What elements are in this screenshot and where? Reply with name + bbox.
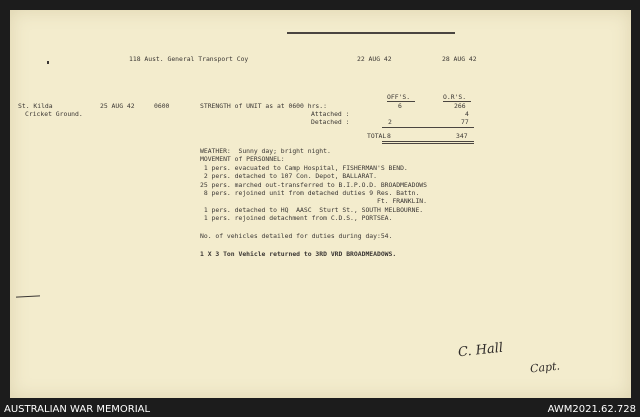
war-diary-page [10, 10, 631, 398]
col-offrs: OFF'S. [387, 93, 411, 101]
vehicle-return-line: 1 X 3 Ton Vehicle returned to 3RD VRD BROADMEADOWS. [200, 250, 397, 258]
margin-mark-left [16, 295, 40, 297]
movement-line: 1 pers. evacuated to Camp Hospital, FISHERMAN'S BEND. [200, 164, 408, 172]
signature-rank: Capt. [529, 359, 561, 376]
archive-footer [0, 401, 640, 417]
date-from: 22 AUG 42 [357, 55, 392, 63]
date-to: 28 AUG 42 [442, 55, 477, 63]
col-ors: O.R'S. [443, 93, 467, 101]
place-line1: St. Kilda [18, 102, 53, 110]
total-rule-top [382, 127, 474, 128]
attached-ors: 4 [465, 110, 469, 118]
footer-reference: AWM2021.62.728 [547, 404, 636, 415]
movement-line: 25 pers. marched out-transferred to B.I.P.O.D. BROADMEADOWS [200, 181, 428, 189]
strength-ors: 266 [454, 102, 466, 110]
place-line2: Cricket Ground. [25, 110, 83, 118]
total-label: TOTAL [367, 132, 387, 140]
unit-name: 118 Aust. General Transport Coy [129, 55, 249, 63]
movement-line: 8 pers. rejoined unit from detached duties 9 Res. Battn. [200, 189, 420, 197]
movement-heading: MOVEMENT of PERSONNEL: [200, 155, 285, 163]
movement-line: 1 pers. rejoined detachment from C.D.S., PORTSEA. [200, 214, 393, 222]
signature-name: C. Hall [457, 340, 504, 361]
detached-offrs: 2 [388, 118, 392, 126]
movement-line: 1 pers. detached to HQ AASC Sturt St., SOUTH MELBOURNE. [200, 206, 424, 214]
movement-line: Ft. FRANKLIN. [200, 197, 428, 205]
entry-time: 0600 [154, 102, 170, 110]
weather-line: WEATHER: Sunny day; bright night. [200, 147, 331, 155]
total-rule-bottom [382, 141, 474, 142]
strength-offrs: 6 [398, 102, 402, 110]
total-ors: 347 [456, 132, 468, 140]
header-rule [287, 32, 455, 34]
total-rule-bottom-2 [382, 143, 474, 144]
footer-institution: AUSTRALIAN WAR MEMORIAL [4, 404, 151, 415]
detached-label: Detached : [311, 118, 350, 126]
attached-label: Attached : [311, 110, 350, 118]
detached-ors: 77 [461, 118, 469, 126]
entry-date: 25 AUG 42 [100, 102, 135, 110]
vehicles-line: No. of vehicles detailed for duties during day:54. [200, 232, 393, 240]
margin-mark-top [47, 61, 49, 64]
movement-line: 2 pers. detached to 107 Con. Depot, BALLARAT. [200, 172, 377, 180]
strength-label: STRENGTH of UNIT as at 0600 hrs.: [200, 102, 327, 110]
total-offrs: 8 [387, 132, 391, 140]
